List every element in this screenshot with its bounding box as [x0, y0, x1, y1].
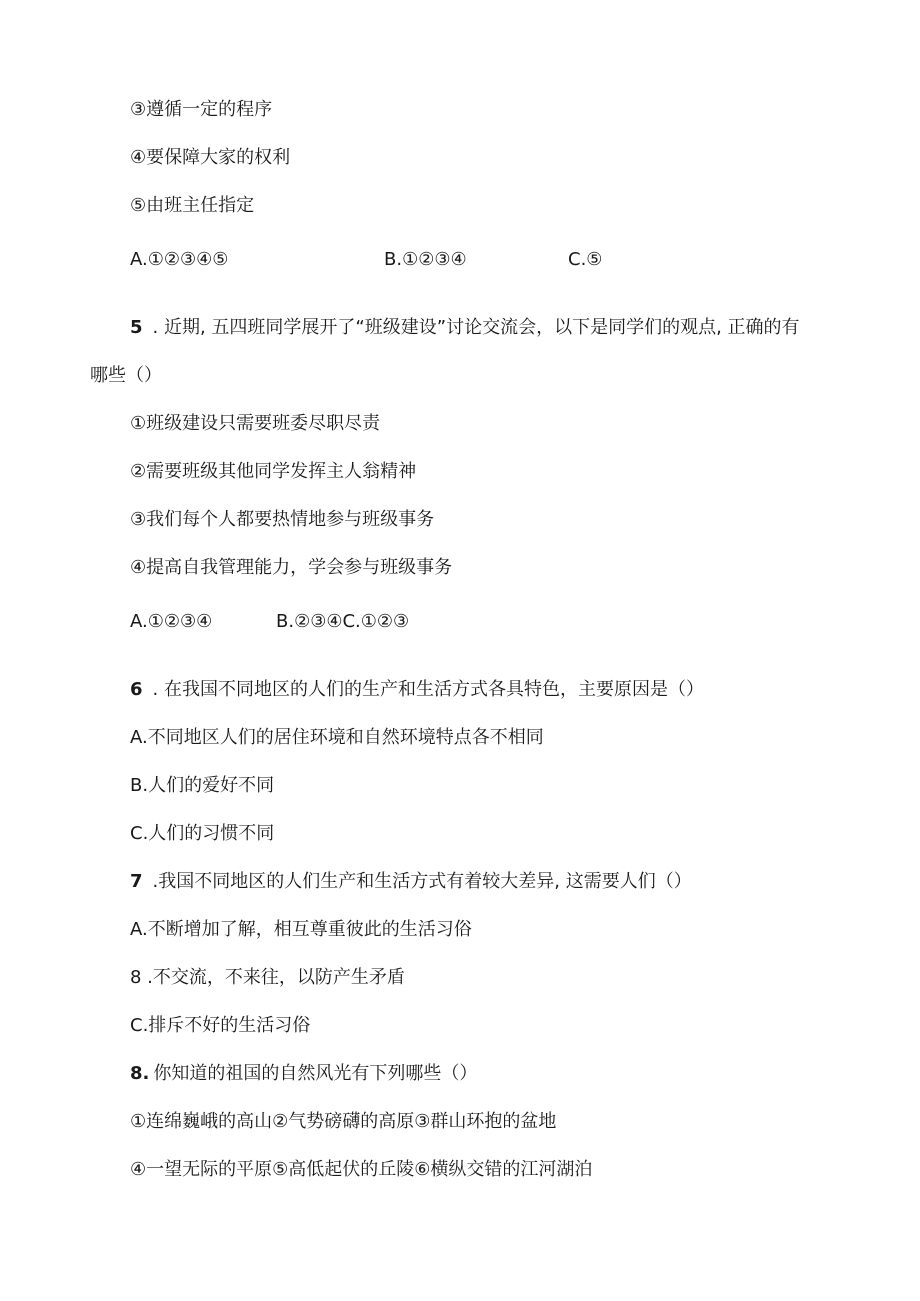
q8-items-line-2: ④一望无际的平原⑤高低起伏的丘陵⑥横纵交错的江河湖泊 [130, 1159, 593, 1180]
q4-item-3: ③遵循一定的程序 [130, 99, 273, 120]
q4-option-c: C.⑤ [568, 249, 603, 270]
q5-item-1: ①班级建设只需要班委尽职尽责 [130, 413, 381, 434]
q8-number: 8. [130, 1063, 150, 1084]
q8-stem [130, 1062, 477, 1086]
q4-item-5: ⑤由班主任指定 [130, 195, 255, 216]
q5-item-4: ④提高自我管理能力，学会参与班级事务 [130, 557, 453, 578]
q5-number: 5 [130, 317, 143, 338]
q6-option-c: C.人们的习惯不同 [130, 823, 275, 844]
q7-stem [130, 870, 692, 894]
q5-stem-text: . 近期, 五四班同学展开了“班级建设”讨论交流会，以下是同学们的观点, 正确的有 [152, 317, 800, 338]
q5-item-3: ③我们每个人都要热情地参与班级事务 [130, 509, 435, 530]
q5-option-b-c: B.②③④C.①②③ [276, 611, 410, 632]
q7-number: 7 [130, 871, 143, 892]
q5-stem-continued: 哪些（） [90, 365, 162, 386]
q7-option-b: 8 .不交流，不来往，以防产生矛盾 [130, 967, 405, 988]
q4-option-b: B.①②③④ [384, 249, 467, 270]
q5-options [130, 610, 730, 634]
q8-items-line-1: ①连绵巍峨的高山②气势磅礴的高原③群山环抱的盆地 [130, 1111, 557, 1132]
q4-options [130, 248, 830, 272]
q5-stem [130, 316, 800, 340]
q8-stem-text: 你知道的祖国的自然风光有下列哪些（） [153, 1063, 478, 1084]
q6-number: 6 [130, 679, 143, 700]
q6-stem-text: . 在我国不同地区的人们的生产和生活方式各具特色，主要原因是（） [152, 679, 704, 700]
q6-option-b: B.人们的爱好不同 [130, 775, 275, 796]
q6-option-a: A.不同地区人们的居住环境和自然环境特点各不相同 [130, 727, 544, 748]
q7-option-a: A.不断增加了解，相互尊重彼此的生活习俗 [130, 919, 472, 940]
q7-option-c: C.排斥不好的生活习俗 [130, 1015, 311, 1036]
q5-item-2: ②需要班级其他同学发挥主人翁精神 [130, 461, 417, 482]
q4-item-4: ④要保障大家的权利 [130, 147, 291, 168]
q4-option-a: A.①②③④⑤ [130, 249, 229, 270]
q5-option-a: A.①②③④ [130, 611, 213, 632]
q6-stem [130, 678, 704, 702]
q7-stem-text: .我国不同地区的人们生产和生活方式有着较大差异, 这需要人们（） [152, 871, 692, 892]
